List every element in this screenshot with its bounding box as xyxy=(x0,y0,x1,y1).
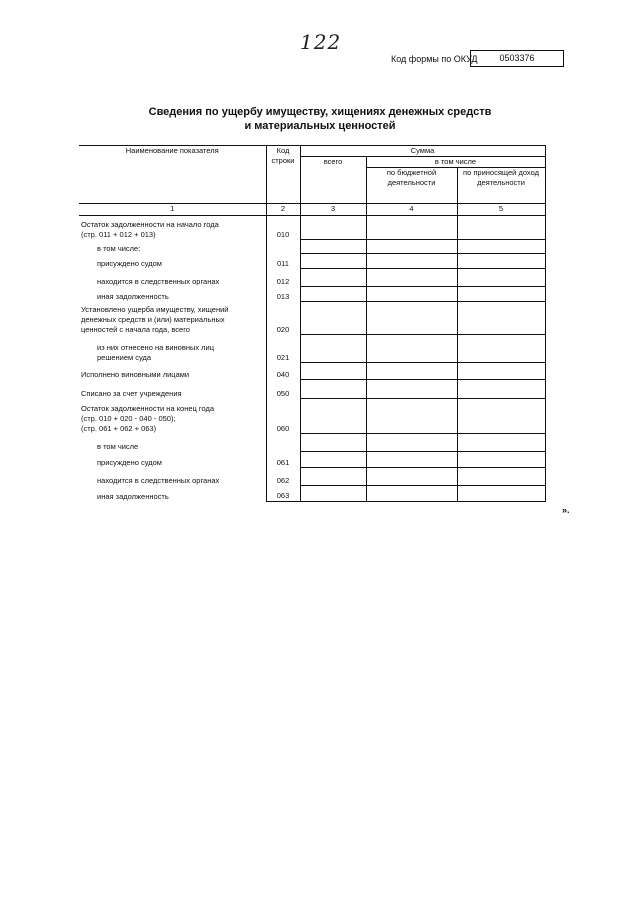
header-including: в том числе xyxy=(366,157,545,168)
row-code: 010 xyxy=(266,216,300,240)
indicator-name xyxy=(79,335,266,363)
indicator-name xyxy=(79,434,266,452)
form-title-line-2: и материальных ценностей xyxy=(244,120,396,132)
table-body xyxy=(79,216,545,502)
header-total: всего xyxy=(300,157,366,204)
row-code: 021 xyxy=(266,335,300,363)
okud-label: Код формы по ОКУД xyxy=(391,54,478,64)
indicator-name-line: (стр. 061 + 062 + 063) xyxy=(81,423,157,433)
indicator-name xyxy=(79,452,266,468)
indicator-name-line: в том числе: xyxy=(97,243,141,253)
total-value-cell[interactable] xyxy=(300,468,366,486)
indicator-name-line: присуждено судом xyxy=(97,457,162,467)
budget-value-cell[interactable] xyxy=(366,452,457,468)
indicator-name-line: (стр. 010 + 020 - 040 - 050); xyxy=(81,413,176,423)
header-income-activity xyxy=(457,168,545,204)
indicator-name-line: Списано за счет учреждения xyxy=(81,388,182,398)
indicator-name-line: находится в следственных органах xyxy=(97,276,220,286)
indicator-name-line: из них отнесено на виновных лиц xyxy=(97,342,215,352)
column-numbers-row xyxy=(79,204,545,216)
indicator-name-line: Установлено ущерба имуществу, хищений xyxy=(81,304,229,314)
indicator-name xyxy=(79,486,266,502)
total-value-cell[interactable] xyxy=(300,302,366,335)
row-code: 012 xyxy=(266,269,300,287)
indicator-name-line: Остаток задолженности на начало года xyxy=(81,219,219,229)
table-row xyxy=(79,434,545,452)
budget-value-cell[interactable] xyxy=(366,287,457,302)
header-code-line-1: Код xyxy=(276,146,290,155)
indicator-name xyxy=(79,240,266,254)
row-code: 040 xyxy=(266,363,300,380)
table-row xyxy=(79,380,545,399)
end-mark: ». xyxy=(562,505,570,515)
income-value-cell[interactable] xyxy=(457,216,545,240)
income-value-cell[interactable] xyxy=(457,254,545,269)
table-row xyxy=(79,452,545,468)
budget-value-cell[interactable] xyxy=(366,269,457,287)
budget-value-cell[interactable] xyxy=(366,468,457,486)
table-row xyxy=(79,468,545,486)
header-row-code xyxy=(266,146,300,204)
damage-report-table xyxy=(79,145,546,502)
indicator-name xyxy=(79,287,266,302)
header-sum: Сумма xyxy=(300,146,545,157)
column-number: 2 xyxy=(266,204,300,216)
row-code: 013 xyxy=(266,287,300,302)
total-value-cell[interactable] xyxy=(300,452,366,468)
row-code: 020 xyxy=(266,302,300,335)
total-value-cell[interactable] xyxy=(300,335,366,363)
total-value-cell[interactable] xyxy=(300,269,366,287)
indicator-name xyxy=(79,269,266,287)
indicator-name xyxy=(79,399,266,434)
form-title-line-1: Сведения по ущербу имуществу, хищениях денежных средств xyxy=(148,106,492,118)
total-value-cell[interactable] xyxy=(300,254,366,269)
okud-code-box: 0503376 xyxy=(470,50,564,67)
header-code-line-2: строки xyxy=(271,156,295,165)
total-value-cell[interactable] xyxy=(300,240,366,254)
budget-value-cell[interactable] xyxy=(366,399,457,434)
page-number: 122 xyxy=(300,30,342,54)
income-value-cell[interactable] xyxy=(457,434,545,452)
row-code: 062 xyxy=(266,468,300,486)
header-budget-line-1: по бюджетной xyxy=(386,168,437,177)
income-value-cell[interactable] xyxy=(457,335,545,363)
income-value-cell[interactable] xyxy=(457,452,545,468)
indicator-name-line: решением суда xyxy=(97,352,152,362)
total-value-cell[interactable] xyxy=(300,380,366,399)
indicator-name-line: Остаток задолженности на конец года xyxy=(81,403,215,413)
income-value-cell[interactable] xyxy=(457,287,545,302)
indicator-name-line: в том числе xyxy=(97,441,139,451)
income-value-cell[interactable] xyxy=(457,363,545,380)
total-value-cell[interactable] xyxy=(300,434,366,452)
indicator-name-line: (стр. 011 + 012 + 013) xyxy=(81,229,156,239)
table-row xyxy=(79,302,545,335)
budget-value-cell[interactable] xyxy=(366,363,457,380)
indicator-name-line: присуждено судом xyxy=(97,258,162,268)
indicator-name-line: ценностей с начала года, всего xyxy=(81,324,190,334)
income-value-cell[interactable] xyxy=(457,240,545,254)
row-code xyxy=(266,240,300,254)
table-row xyxy=(79,486,545,502)
indicator-name xyxy=(79,254,266,269)
indicator-name xyxy=(79,363,266,380)
budget-value-cell[interactable] xyxy=(366,216,457,240)
row-code xyxy=(266,434,300,452)
form-title xyxy=(100,105,540,133)
total-value-cell[interactable] xyxy=(300,216,366,240)
total-value-cell[interactable] xyxy=(300,486,366,502)
indicator-name xyxy=(79,216,266,240)
budget-value-cell[interactable] xyxy=(366,302,457,335)
column-number: 1 xyxy=(79,204,266,216)
indicator-name xyxy=(79,302,266,335)
budget-value-cell[interactable] xyxy=(366,254,457,269)
table-row xyxy=(79,399,545,434)
table-row xyxy=(79,269,545,287)
indicator-name xyxy=(79,468,266,486)
budget-value-cell[interactable] xyxy=(366,240,457,254)
income-value-cell[interactable] xyxy=(457,269,545,287)
row-code: 060 xyxy=(266,399,300,434)
total-value-cell[interactable] xyxy=(300,399,366,434)
table-row xyxy=(79,240,545,254)
header-income-line-1: по приносящей доход xyxy=(463,168,539,177)
budget-value-cell[interactable] xyxy=(366,434,457,452)
header-budget-activity xyxy=(366,168,457,204)
indicator-name-line: Исполнено виновными лицами xyxy=(81,369,190,379)
total-value-cell[interactable] xyxy=(300,287,366,302)
indicator-name-line: иная задолженность xyxy=(97,491,169,501)
indicator-name-line: находится в следственных органах xyxy=(97,475,220,485)
row-code: 011 xyxy=(266,254,300,269)
budget-value-cell[interactable] xyxy=(366,380,457,399)
indicator-name-line: иная задолженность xyxy=(97,291,169,301)
header-income-line-2: деятельности xyxy=(477,178,525,187)
row-code: 061 xyxy=(266,452,300,468)
budget-value-cell[interactable] xyxy=(366,486,457,502)
row-code: 050 xyxy=(266,380,300,399)
income-value-cell[interactable] xyxy=(457,486,545,502)
indicator-name xyxy=(79,380,266,399)
row-code: 063 xyxy=(266,486,300,502)
income-value-cell[interactable] xyxy=(457,302,545,335)
total-value-cell[interactable] xyxy=(300,363,366,380)
table-row xyxy=(79,363,545,380)
income-value-cell[interactable] xyxy=(457,399,545,434)
table-row xyxy=(79,254,545,269)
income-value-cell[interactable] xyxy=(457,380,545,399)
table-row xyxy=(79,216,545,240)
table-row xyxy=(79,287,545,302)
header-indicator-name: Наименование показателя xyxy=(79,146,266,204)
income-value-cell[interactable] xyxy=(457,468,545,486)
header-budget-line-2: деятельности xyxy=(387,178,436,187)
indicator-name-line: денежных средств и (или) материальных xyxy=(81,314,225,324)
table-row xyxy=(79,335,545,363)
column-number: 4 xyxy=(366,204,457,216)
budget-value-cell[interactable] xyxy=(366,335,457,363)
column-number: 3 xyxy=(300,204,366,216)
column-number: 5 xyxy=(457,204,545,216)
